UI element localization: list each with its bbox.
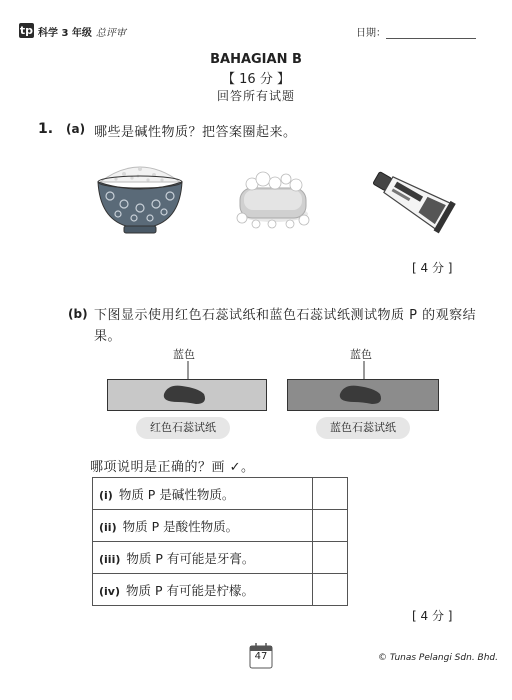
strip-2-spot: [336, 380, 386, 410]
header-subtitle: 总评审: [95, 28, 126, 39]
option-number: (ii): [99, 520, 117, 534]
options-table: [92, 477, 348, 606]
copyright: © Tunas Pelangi Sdn. Bhd.: [378, 653, 498, 663]
toothpaste-tube-image[interactable]: [368, 162, 458, 238]
part-b-question: 下图显示使用红色石蕊试纸和蓝色石蕊试纸测试物质 P 的观察结果。: [94, 308, 477, 344]
part-a-marks: [ 4 分 ]: [412, 261, 453, 275]
option-row: [93, 478, 348, 510]
subject-label: 科学 3 年级: [38, 28, 92, 39]
option-text-cell: [93, 510, 313, 542]
option-number: (i): [99, 488, 113, 502]
tick-prompt: 哪项说明是正确的？画 ✓。: [90, 460, 255, 475]
rice-bowl-image[interactable]: [94, 160, 186, 240]
part-a-label: (a): [66, 122, 86, 136]
option-row: [93, 542, 348, 574]
part-b-label: (b): [68, 307, 88, 321]
option-text: 物质 P 有可能是柠檬。: [126, 582, 254, 598]
strip-1-spot: [160, 380, 210, 410]
option-text-cell: [93, 478, 313, 510]
tick-box[interactable]: [313, 542, 348, 574]
option-text: 物质 P 有可能是牙膏。: [126, 550, 255, 566]
option-text: 物质 P 是酸性物质。: [122, 518, 239, 534]
blue-litmus-caption: 蓝色石蕊试纸: [316, 417, 410, 439]
option-number: (iii): [99, 552, 121, 566]
section-marks: 【 16 分 】: [222, 72, 290, 87]
option-text-cell: [93, 542, 313, 574]
soap-bar-image[interactable]: [232, 168, 316, 234]
option-number: (iv): [99, 584, 120, 598]
tick-box[interactable]: [313, 478, 348, 510]
date-label: 日期：: [356, 28, 386, 39]
question-number: 1.: [38, 121, 54, 137]
option-row: [93, 574, 348, 606]
page-number: 47: [254, 651, 268, 662]
red-litmus-caption: 红色石蕊试纸: [136, 417, 230, 439]
strip-1-top-label: 蓝色: [173, 348, 195, 361]
date-field[interactable]: [386, 38, 476, 39]
section-title: BAHAGIAN B: [210, 52, 302, 67]
option-row: [93, 510, 348, 542]
header-title: [38, 24, 126, 39]
publisher-logo: tp: [19, 24, 34, 37]
tick-box[interactable]: [313, 510, 348, 542]
part-a-question: 哪些是碱性物质？把答案圈起来。: [94, 125, 297, 140]
strip-2-top-label: 蓝色: [350, 348, 372, 361]
option-text: 物质 P 是碱性物质。: [118, 486, 235, 502]
option-text-cell: [93, 574, 313, 606]
part-b-marks: [ 4 分 ]: [412, 609, 453, 623]
section-instruction: 回答所有试题: [216, 89, 295, 103]
tick-box[interactable]: [313, 574, 348, 606]
